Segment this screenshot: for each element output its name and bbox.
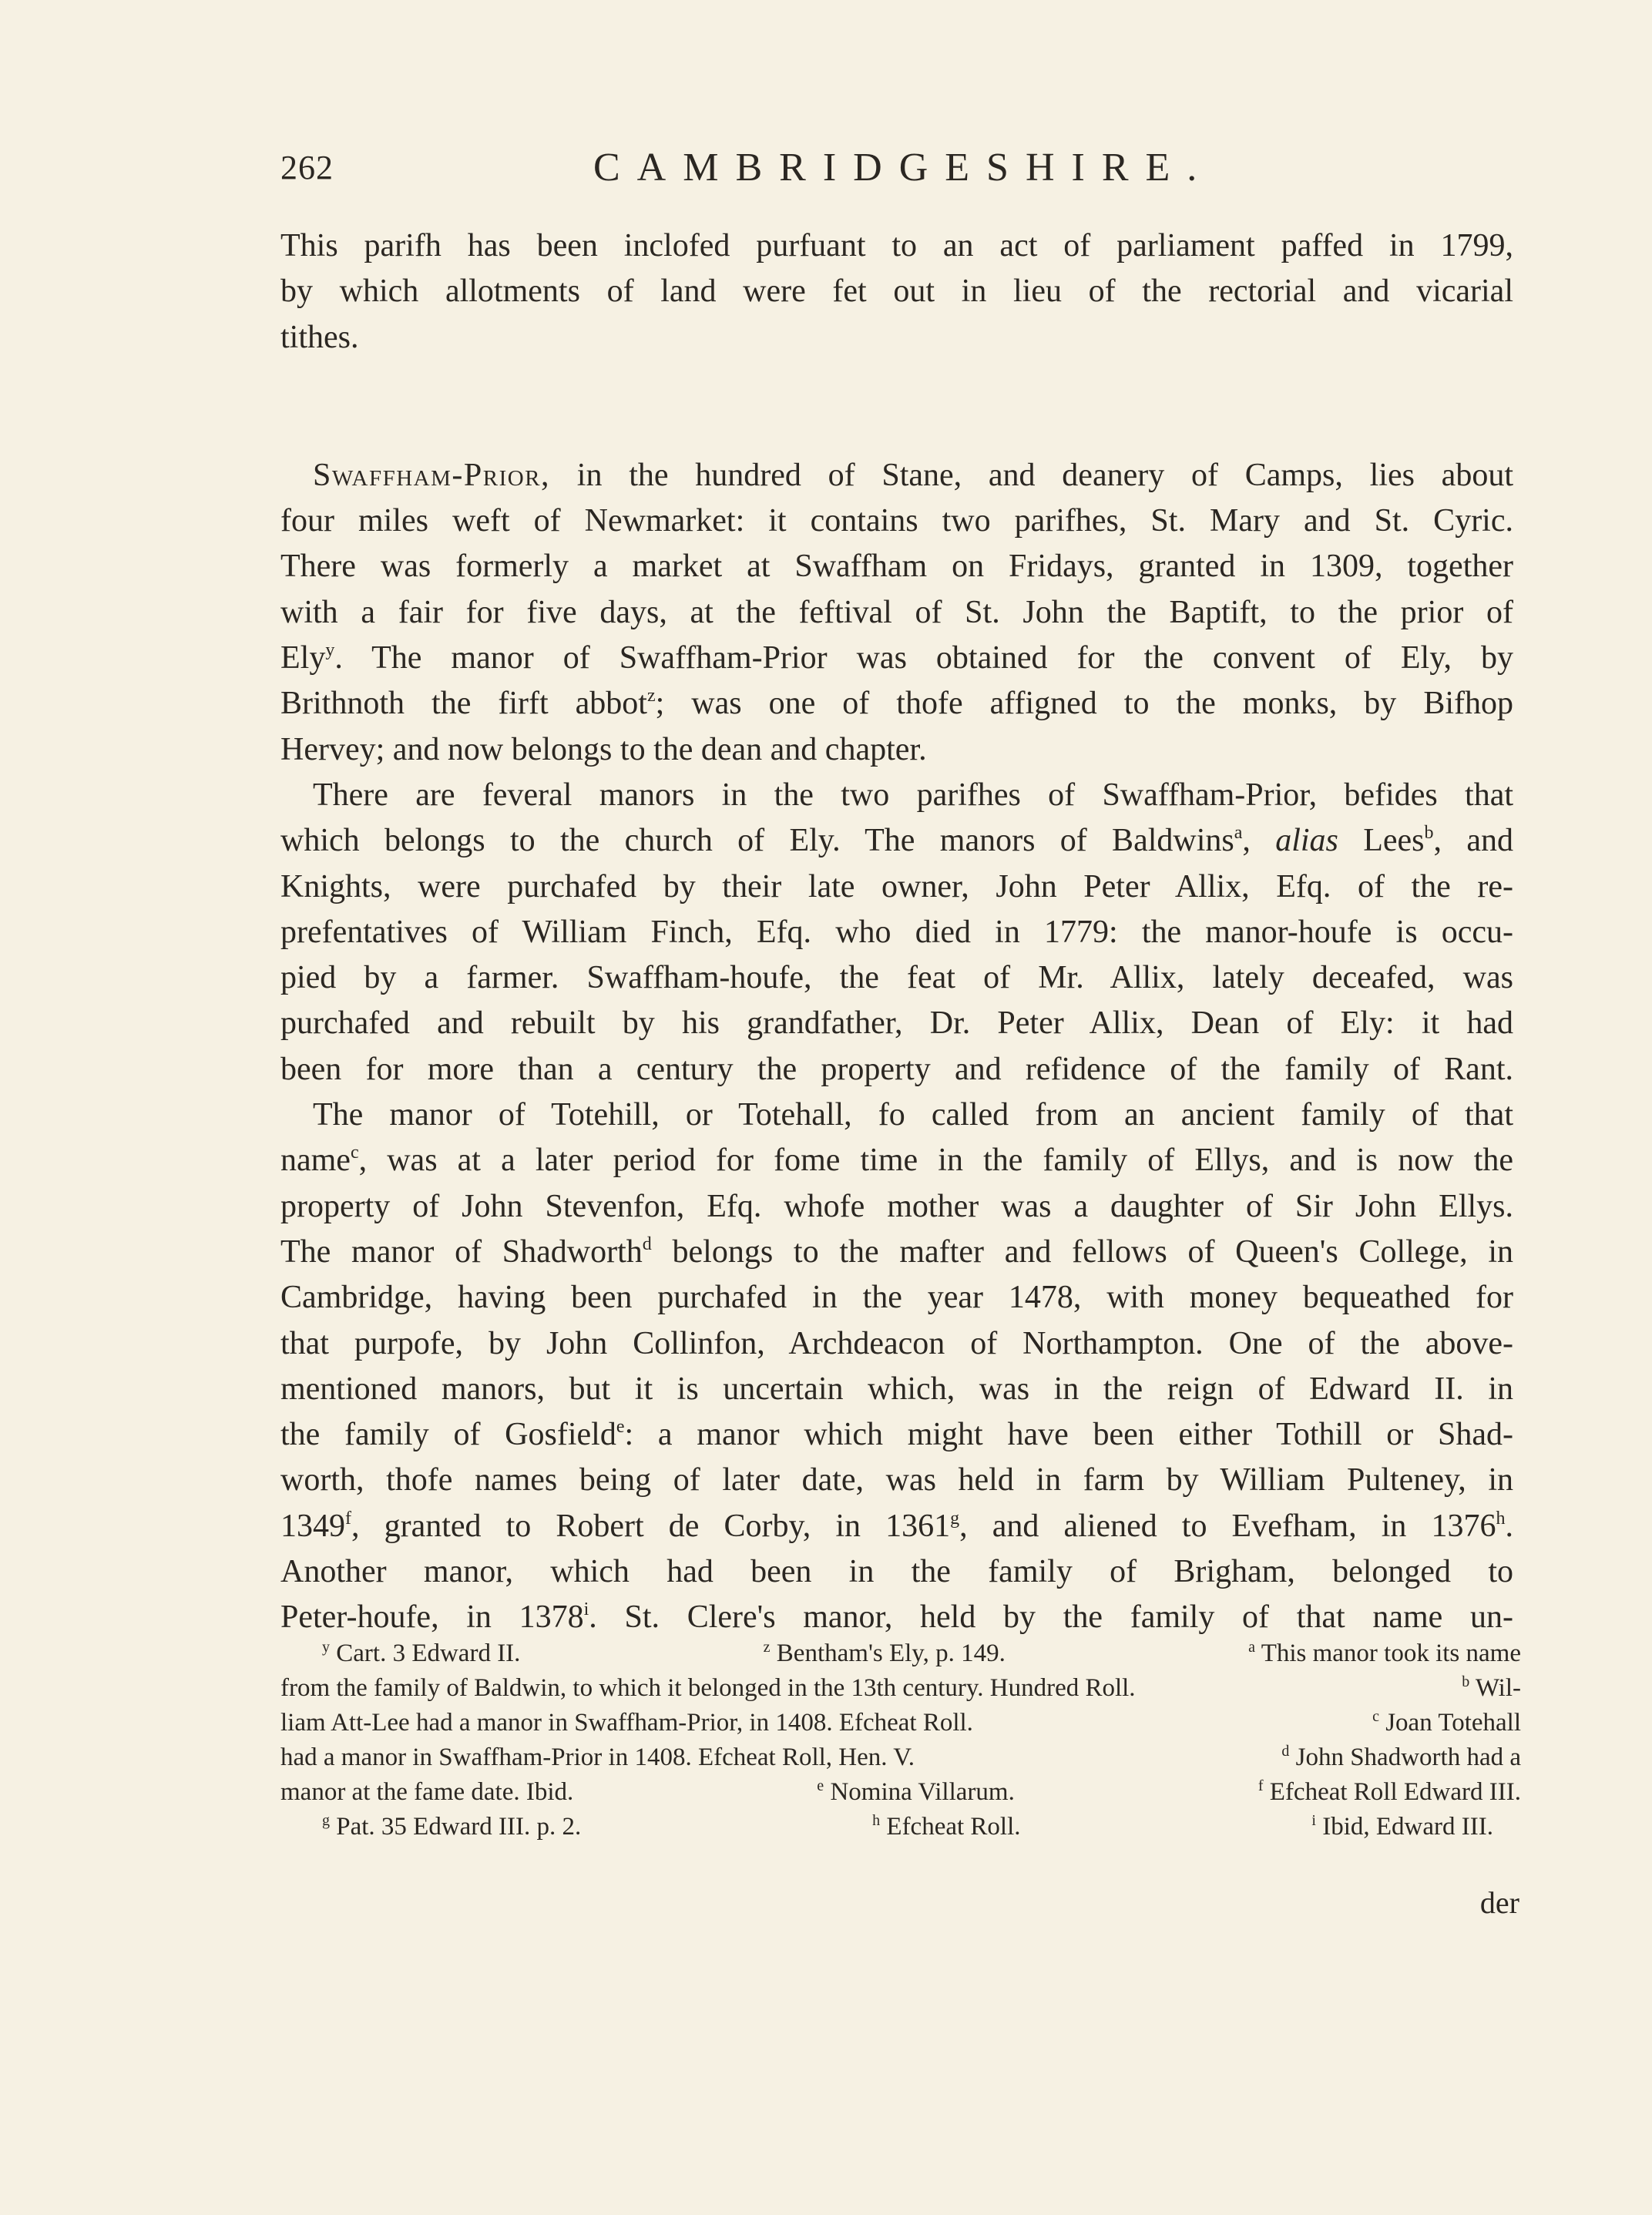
text-line: 1349 bbox=[280, 1508, 345, 1544]
paragraph bbox=[280, 1138, 1513, 1183]
footnote-ref: i bbox=[583, 1599, 589, 1620]
footnote-g: $^g$ Pat. 35 Edward III. p. 2. bbox=[322, 1812, 582, 1841]
text-line: , bbox=[1242, 823, 1276, 859]
paragraph bbox=[280, 636, 1513, 681]
text-line: with a fair for five days, at the feftival of St. John the Baptift, to the prior of bbox=[280, 594, 1513, 630]
footnote-ref: z bbox=[646, 686, 656, 706]
footnote-line: had a manor in Swaffham-Prior in 1408. Efcheat Roll, Hen. V. $^d$ John Shadworth had a bbox=[280, 1740, 1521, 1775]
footnote-c: $^c$ Joan Totehall bbox=[1372, 1708, 1521, 1737]
page-header bbox=[280, 145, 1513, 199]
paragraph bbox=[280, 1412, 1513, 1458]
text-line: Brithnoth the firft abbot bbox=[280, 686, 647, 722]
text-line: , and aliened to Evefham, in 1376 bbox=[959, 1508, 1496, 1544]
body-text bbox=[280, 223, 1513, 1641]
paragraph bbox=[280, 1092, 1513, 1138]
text-line: by which allotments of land were fet out in lieu of the rectorial and vicarial bbox=[280, 274, 1513, 310]
paragraph bbox=[280, 223, 1513, 269]
text-line: . St. Clere's manor, held by the family of that name un- bbox=[589, 1599, 1513, 1636]
footnote-line bbox=[280, 1810, 1521, 1844]
text-line: purchafed and rebuilt by his grandfather, Dr. Peter Allix, Dean of Ely: it had bbox=[280, 1005, 1513, 1042]
text-line: Another manor, which had been in the family of Brigham, belonged to bbox=[280, 1554, 1513, 1590]
text-line: There was formerly a market at Swaffham on Fridays, granted in 1309, together bbox=[280, 549, 1513, 585]
footnote-f: $^f$ Efcheat Roll Edward III. bbox=[1257, 1777, 1521, 1806]
italic-word: alias bbox=[1275, 823, 1338, 859]
paragraph bbox=[280, 1047, 1513, 1092]
paragraph bbox=[280, 1458, 1513, 1503]
text-line: This parifh has been inclofed purfuant to an act of parliament paffed in 1799, bbox=[280, 228, 1513, 263]
running-title: CAMBRIDGESHIRE. bbox=[593, 146, 1214, 190]
paragraph bbox=[280, 1275, 1513, 1321]
text-line: in the hundred of Stane, and deanery of Camps, lies about bbox=[550, 457, 1513, 493]
text-line: mentioned manors, but it is uncertain which, was in the reign of Edward II. in bbox=[280, 1371, 1513, 1407]
footnote-a: $^a$ This manor took its name bbox=[1248, 1639, 1521, 1667]
text-line: The manor of Shadworth bbox=[280, 1233, 643, 1270]
text-line: worth, thofe names being of later date, was held in farm by William Pulteney, in bbox=[280, 1462, 1513, 1498]
text-line: There are feveral manors in the two parifhes of Swaffham-Prior, befides that bbox=[313, 777, 1513, 813]
footnote-ref: h bbox=[1496, 1508, 1506, 1529]
paragraph bbox=[280, 590, 1513, 636]
paragraph bbox=[280, 681, 1513, 727]
text-line: the family of Gosfield bbox=[280, 1417, 616, 1453]
footnote-ref: e bbox=[616, 1417, 625, 1438]
paragraph bbox=[280, 727, 1513, 773]
text-line: , and bbox=[1433, 823, 1513, 859]
text-line: . The manor of Swaffham-Prior was obtained for the convent of Ely, by bbox=[334, 640, 1513, 676]
paragraph bbox=[280, 1367, 1513, 1412]
text-line: tithes. bbox=[280, 319, 359, 355]
paragraph bbox=[280, 269, 1513, 314]
paragraph bbox=[280, 544, 1513, 589]
catchword: der bbox=[1479, 1885, 1519, 1920]
section-gap bbox=[280, 361, 1513, 453]
text-line: , was at a later period for fome time in the family of Ellys, and is now the bbox=[358, 1143, 1513, 1179]
paragraph bbox=[280, 1504, 1513, 1549]
text-line: that purpofe, by John Collinfon, Archdeacon of Northampton. One of the above- bbox=[280, 1325, 1513, 1361]
paragraph bbox=[280, 910, 1513, 955]
text-line: ; was one of thofe affigned to the monks, by Bifhop bbox=[655, 686, 1513, 722]
text-line: four miles weft of Newmarket: it contains two parifhes, St. Mary and St. Cyric. bbox=[280, 503, 1513, 539]
text-line: property of John Stevenfon, Efq. whofe mother was a daughter of Sir John Ellys. bbox=[280, 1188, 1513, 1224]
paragraph bbox=[280, 864, 1513, 910]
footnote-ref: c bbox=[350, 1143, 359, 1163]
footnote-line: from the family of Baldwin, to which it belonged in the 13th century. Hundred Roll. $^b$ Wil- bbox=[280, 1671, 1521, 1706]
footnote-h: $^h$ Efcheat Roll. bbox=[872, 1812, 1021, 1841]
footnote-ref: y bbox=[325, 640, 335, 661]
footnote-ref: d bbox=[642, 1233, 652, 1254]
text-line: . bbox=[1505, 1508, 1513, 1544]
footnote-y: $^y$ Cart. 3 Edward II. bbox=[322, 1639, 521, 1667]
text-line: prefentatives of William Finch, Efq. who died in 1779: the manor-houfe is occu- bbox=[280, 914, 1513, 950]
text-line: The manor of Totehill, or Totehall, fo called from an ancient family of that bbox=[313, 1097, 1513, 1133]
footnote-ref: f bbox=[345, 1508, 351, 1529]
footnote-line: liam Att-Lee had a manor in Swaffham-Prior, in 1408. Efcheat Roll. $^c$ Joan Totehall bbox=[280, 1706, 1521, 1740]
paragraph bbox=[280, 453, 1513, 498]
footnote-ref: g bbox=[950, 1508, 960, 1529]
page-number: 262 bbox=[280, 149, 334, 186]
footnote-d: $^d$ John Shadworth had a bbox=[1281, 1743, 1521, 1771]
footnote-b: $^b$ Wil- bbox=[1462, 1673, 1521, 1702]
text-line: pied by a farmer. Swaffham-houfe, the feat of Mr. Allix, lately deceafed, was bbox=[280, 960, 1513, 996]
footnote-line bbox=[280, 1636, 1521, 1671]
text-line: been for more than a century the property and refidence of the family of Rant. bbox=[280, 1051, 1513, 1087]
paragraph bbox=[280, 315, 1513, 361]
text-line: Peter-houfe, in 1378 bbox=[280, 1599, 584, 1636]
paragraph bbox=[280, 1001, 1513, 1046]
text-line: , granted to Robert de Corby, in 1361 bbox=[351, 1508, 951, 1544]
text-line: belongs to the mafter and fellows of Queen's College, in bbox=[651, 1233, 1513, 1270]
footnote-z: $^z$ Bentham's Ely, p. 149. bbox=[763, 1639, 1006, 1667]
paragraph bbox=[280, 1184, 1513, 1230]
text-line: Cambridge, having been purchafed in the year 1478, with money bequeathed for bbox=[280, 1280, 1513, 1316]
place-name-small-caps: Swaffham-Prior, bbox=[313, 457, 551, 493]
paragraph bbox=[280, 1230, 1513, 1275]
text-line: Lees bbox=[1338, 823, 1425, 859]
paragraph bbox=[280, 498, 1513, 544]
footnote-line: manor at the fame date. Ibid. $^e$ Nomina Villarum. $^f$ Efcheat Roll Edward III. bbox=[280, 1775, 1521, 1810]
paragraph bbox=[280, 955, 1513, 1001]
footnote-ref: a bbox=[1234, 823, 1243, 844]
paragraph bbox=[280, 1595, 1513, 1640]
paragraph bbox=[280, 818, 1513, 864]
text-line: Ely bbox=[280, 640, 326, 676]
footnote-ref: b bbox=[1424, 823, 1434, 844]
text-line: Hervey; and now belongs to the dean and chapter. bbox=[280, 731, 927, 767]
text-line: which belongs to the church of Ely. The manors of Baldwins bbox=[280, 823, 1234, 859]
paragraph bbox=[280, 1321, 1513, 1367]
text-line: : a manor which might have been either Tothill or Shad- bbox=[624, 1417, 1514, 1453]
paragraph bbox=[280, 1549, 1513, 1595]
footnotes bbox=[280, 1636, 1521, 1844]
footnote-i: $^i$ Ibid, Edward III. bbox=[1311, 1812, 1493, 1841]
text-line: Knights, were purchafed by their late owner, John Peter Allix, Efq. of the re- bbox=[280, 868, 1513, 904]
footnote-e: $^e$ Nomina Villarum. bbox=[817, 1777, 1015, 1806]
paragraph bbox=[280, 773, 1513, 818]
text-line: name bbox=[280, 1143, 351, 1179]
